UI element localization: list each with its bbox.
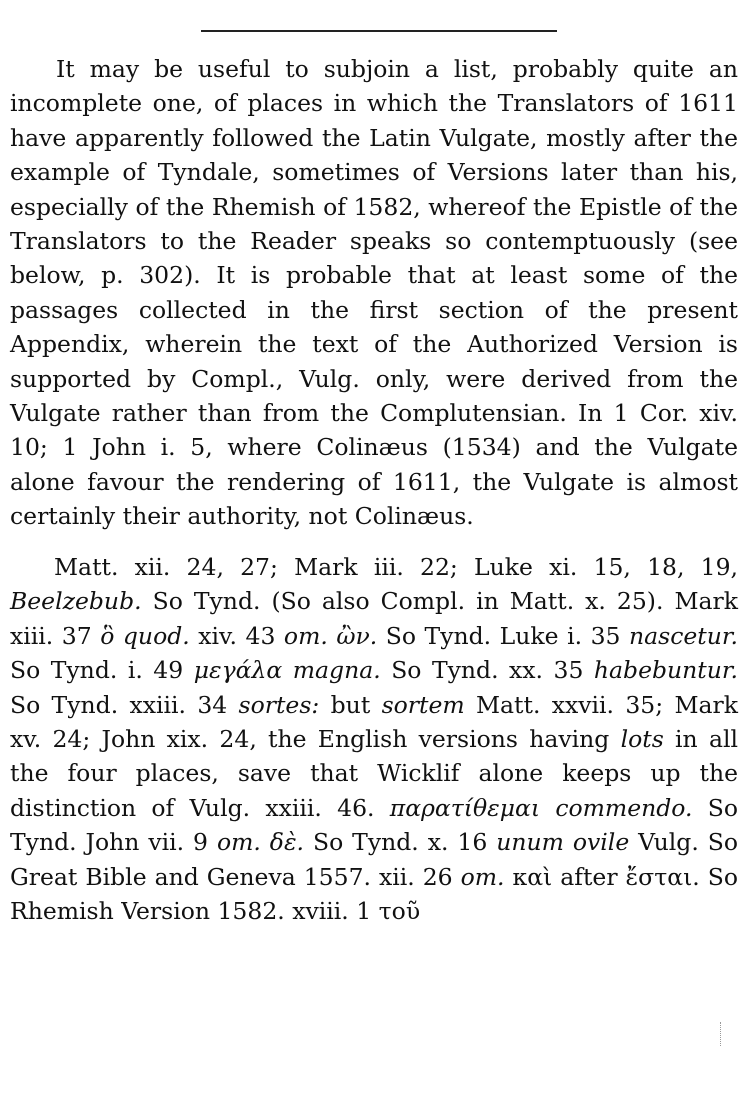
text-run: in all the four places, save that Wicklif alone keeps up the distinction of Vulg. xxiii. 46. <box>10 725 738 822</box>
intro-paragraph: It may be useful to subjoin a list, probably quite an incomplete one, of places in which the Translators of 1611 have apparently followed the Latin Vulgate, mostly after the example of Tyndale, sometimes of Versions later than his, especially of the Rhemish of 1582, whereof the Epistle of the Translators to the Reader speaks so contemptuously (see below, p. 302). It is probable that at least some of the passages collected in the first section of the present Appendix, wherein the text of the Authorized Version is supported by Compl., Vulg. only, were derived from the Vulgate rather than from the Complutensian. In 1 Cor. xiv. 10; 1 John i. 5, where Colinæus (1534) and the Vulgate alone favour the rendering of 1611, the Vulgate is almost certainly their authority, not Colinæus. <box>10 55 738 531</box>
italic-run: unum ovile <box>496 828 630 857</box>
italic-run: lots <box>620 725 664 754</box>
text-run <box>505 863 513 891</box>
text-run: Matt. xii. 24, 27; Mark iii. 22; Luke xi. 15, 18, 19, <box>54 553 738 581</box>
text-run: Matt. xxvii. 35; Mark xv. 24; John xix. 24, the English versions having <box>10 690 739 754</box>
text-run: So Tynd. xxiii. 34 <box>10 690 239 719</box>
italic-run: sortem <box>381 690 465 719</box>
greek-latin-run: μεγάλα magna. <box>193 656 381 685</box>
italic-run: habebuntur. <box>593 656 739 685</box>
greek-latin-run: παρατίθεμαι commendo. <box>389 793 693 822</box>
text-run: Vulg. So Great Bible and Geneva 1557. xii. 26 <box>10 828 739 891</box>
text-run: after <box>552 862 626 891</box>
text-run: So Tynd. John vii. 9 <box>10 793 738 857</box>
text-run: So Rhemish Version 1582. xviii. 1 <box>10 862 738 926</box>
passage-list-paragraph <box>10 550 738 928</box>
greek-run: καὶ <box>512 862 553 891</box>
greek-latin-run: om. ὢν. <box>283 621 378 650</box>
margin-speck <box>720 1022 722 1046</box>
text-run: So Tynd. (So also Compl. in Matt. x. 25). Mark xiii. 37 <box>10 587 738 650</box>
italic-run: sortes: <box>238 690 320 719</box>
italic-run: om. <box>460 862 505 891</box>
text-run: but <box>319 690 382 719</box>
text-run: So Tynd. x. 16 <box>304 828 497 857</box>
greek-run: τοῦ <box>378 897 421 926</box>
italic-run: nascetur. <box>629 621 738 650</box>
greek-latin-run: om. δὲ. <box>216 828 305 857</box>
text-run: So Tynd. xx. 35 <box>380 656 594 685</box>
header-rule <box>201 30 557 32</box>
text-run: So Tynd. i. 49 <box>10 656 194 685</box>
greek-latin-run: ὃ quod. <box>100 621 190 650</box>
italic-run: Beelzebub. <box>10 587 142 616</box>
text-run: xiv. 43 <box>189 621 284 650</box>
greek-run: ἔσται. <box>625 862 700 891</box>
text-run: So Tynd. Luke i. 35 <box>377 621 629 650</box>
